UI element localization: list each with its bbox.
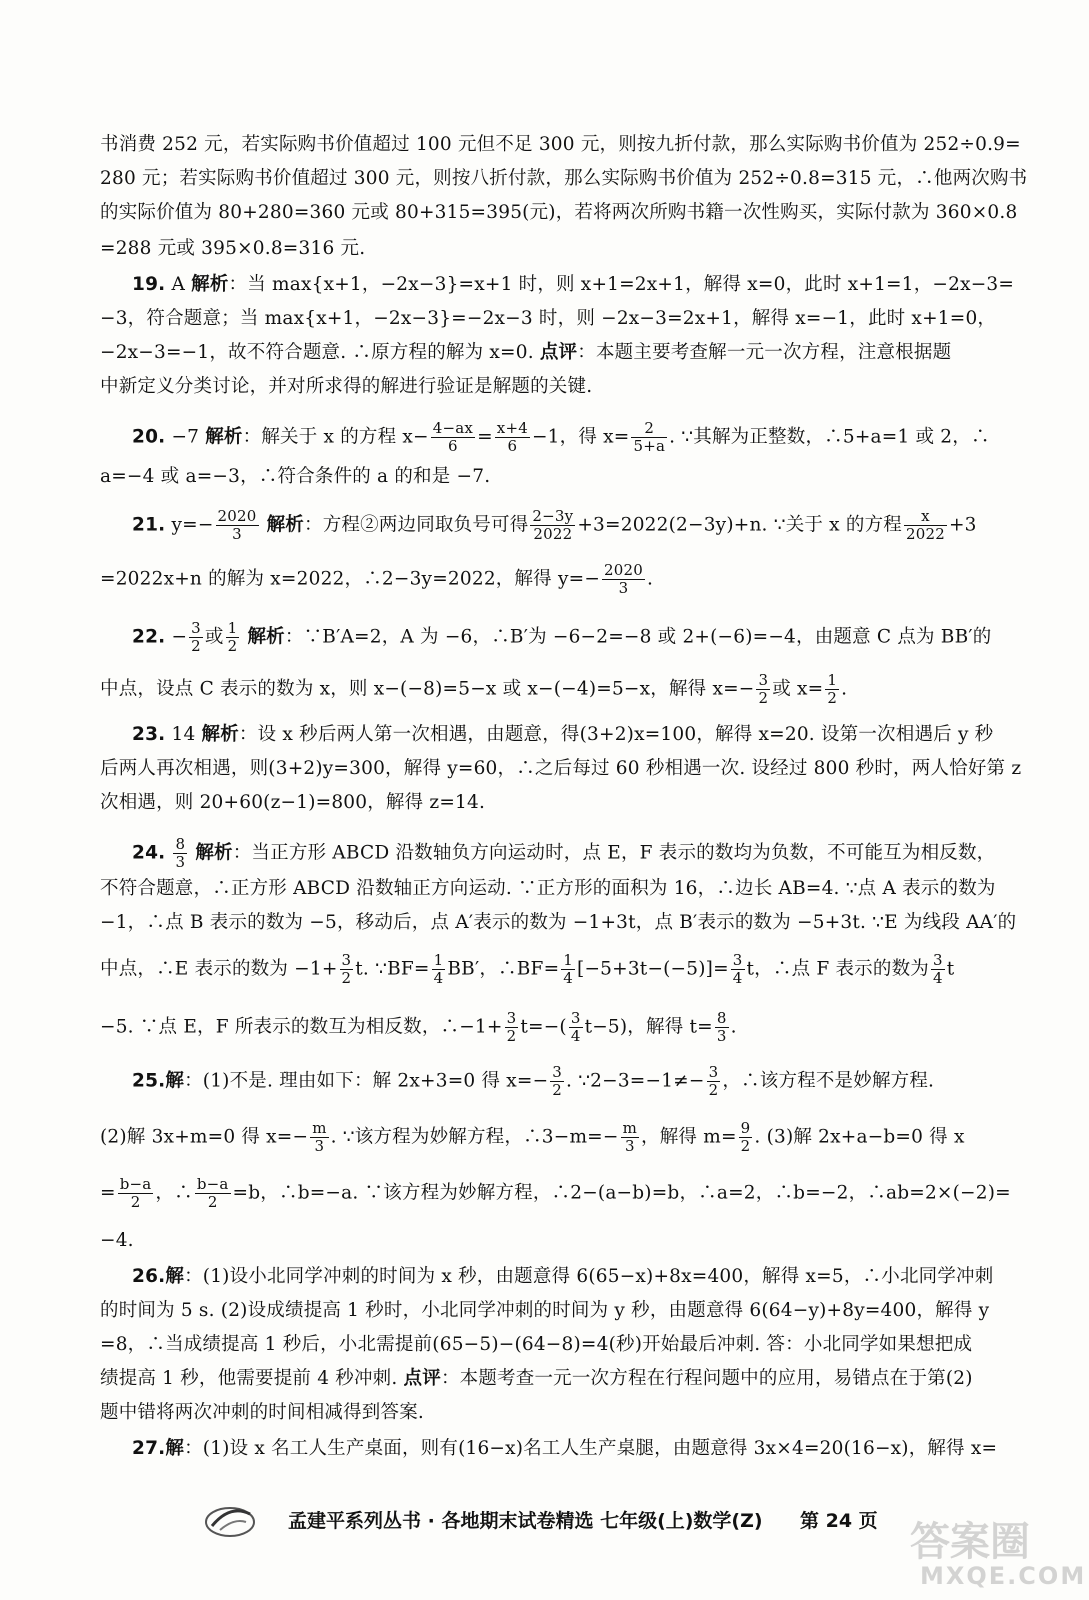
fraction: $\frac{3}{2}$ xyxy=(552,1063,563,1099)
text: ，∴ xyxy=(155,1182,193,1204)
fraction: $\frac{3}{2}$ xyxy=(191,619,201,655)
fraction: $\frac{2020}{3}$ xyxy=(217,507,257,543)
question-number: 21. xyxy=(132,514,166,536)
fraction: $\frac{3}{2}$ xyxy=(341,951,352,987)
text: −2x−3=−1，故不符合题意. ∴原方程的解为 x=0. xyxy=(100,342,540,363)
q26-line5: 题中错将两次冲刺的时间相减得到答案. xyxy=(100,1402,424,1423)
q26-line1 xyxy=(132,1264,992,1290)
q23-line3: 次相遇，则 20+60(z−1)=800，解得 z=14. xyxy=(100,792,486,813)
question-number: 24. xyxy=(132,842,166,864)
fraction: $\frac{b-a}{2}$ xyxy=(119,1175,152,1211)
analysis-label: 解析 xyxy=(195,842,233,864)
watermark-text: 答案圈 xyxy=(910,1519,1030,1565)
text: = xyxy=(100,1182,116,1204)
solution-label: 解 xyxy=(165,1438,185,1459)
fraction: $\frac{3}{2}$ xyxy=(758,671,769,707)
question-number: 23. xyxy=(132,724,166,745)
fraction: $\frac{3}{2}$ xyxy=(506,1009,517,1045)
text: t=−( xyxy=(520,1016,567,1038)
text-line: 的实际价值为 80+280=360 元或 80+315=395(元)，若将两次所购书籍一次性购买，实际付款为 360×0.8 xyxy=(100,202,1018,223)
solution-label: 解 xyxy=(165,1070,185,1092)
text: . ∵其解为正整数，∴5+a=1 或 2，∴ xyxy=(669,426,990,448)
q26-line2: 的时间为 5 s. (2)设成绩提高 1 秒时，小北同学冲刺的时间为 y 秒，由题意得 6(64−y)+8y=400，解得 y xyxy=(100,1300,990,1321)
fraction: $\frac{3}{4}$ xyxy=(732,951,743,987)
text: ，∴该方程不是妙解方程. xyxy=(722,1070,935,1092)
page-footer xyxy=(200,1500,900,1540)
text: 绩提高 1 秒，他需要提前 4 秒冲刺. xyxy=(100,1368,404,1389)
text: 或 x= xyxy=(772,678,824,700)
q24-line5 xyxy=(100,1010,995,1045)
answer: − xyxy=(171,626,188,648)
fraction: $\frac{m}{3}$ xyxy=(312,1119,327,1155)
watermark-url: MXQE.COM xyxy=(920,1562,1087,1590)
question-number: 26. xyxy=(132,1266,166,1287)
question-number: 19. xyxy=(132,274,166,295)
text: 或 xyxy=(204,626,224,648)
text-line: =288 元或 395×0.8=316 元. xyxy=(100,238,366,259)
question-number: 20. xyxy=(132,426,166,448)
text: . xyxy=(647,568,654,590)
fraction: $\frac{3}{4}$ xyxy=(570,1009,581,1045)
text: t. ∵BF= xyxy=(355,958,430,980)
text: BB′，∴BF= xyxy=(447,958,560,980)
q23-line2: 后两人再次相遇，则(3+2)y=300，解得 y=60，∴之后每过 60 秒相遇一次. 设经过 800 秒时，两人恰好第 z xyxy=(100,758,1022,779)
text: ：(1)不是. 理由如下：解 2x+3=0 得 x=− xyxy=(184,1070,549,1092)
comment-label: 点评 xyxy=(403,1368,441,1389)
text: [−5+3t−(−5)]= xyxy=(577,958,729,980)
text: ：方程②两边同取负号可得 xyxy=(304,514,529,536)
q24-line3: −1，∴点 B 表示的数为 −5，移动后，点 A′表示的数为 −1+3t，点 B′表示的数为 −5+3t. ∵E 为线段 AA′的 xyxy=(100,912,1017,933)
analysis-label: 解析 xyxy=(247,626,285,648)
q22-line1 xyxy=(132,620,992,655)
text: −5. ∵点 E，F 所表示的数互为相反数，∴−1+ xyxy=(100,1016,503,1038)
text: . xyxy=(841,678,848,700)
text: =b，∴b=−a. ∵该方程为妙解方程，∴2−(a−b)=b，∴a=2，∴b=−2，∴ab=2×(−2)= xyxy=(232,1182,1011,1204)
text: 中点，∴E 表示的数为 −1+ xyxy=(100,958,338,980)
q19-line1 xyxy=(132,272,1015,298)
fraction: $\frac{1}{4}$ xyxy=(433,951,444,987)
analysis-label: 解析 xyxy=(205,426,243,448)
fraction: $\frac{8}{3}$ xyxy=(716,1009,727,1045)
q21-line1 xyxy=(132,508,992,543)
answer-fraction: $\frac{8}{3}$ xyxy=(175,835,186,871)
text: ，解得 m= xyxy=(641,1126,737,1148)
answer: −7 xyxy=(171,426,200,448)
q22-line2 xyxy=(100,672,995,707)
analysis-label: 解析 xyxy=(266,514,305,536)
q24-line2: 不符合题意，∴正方形 ABCD 沿数轴正方向运动. ∵正方形的面积为 16，∴边长 AB=4. ∵点 A 表示的数为 xyxy=(100,878,996,899)
fraction: $\frac{2020}{3}$ xyxy=(604,561,644,597)
fraction: $\frac{2-3y}{2022}$ xyxy=(532,507,574,543)
answer: 14 xyxy=(171,724,196,745)
text: ：本题主要考查解一元一次方程，注意根据题 xyxy=(577,342,952,363)
fraction: $\frac{3}{2}$ xyxy=(708,1063,719,1099)
text: ：(1)设 x 名工人生产桌面，则有(16−x)名工人生产桌腿，由题意得 3x×4=20(16−x)，解得 x= xyxy=(184,1438,998,1459)
q20-line1 xyxy=(132,420,992,455)
fraction: $\frac{9}{2}$ xyxy=(740,1119,751,1155)
text: ：(1)设小北同学冲刺的时间为 x 秒，由题意得 6(65−x)+8x=400，解得 x=5，∴小北同学冲刺 xyxy=(184,1266,994,1287)
analysis-label: 解析 xyxy=(191,274,229,295)
text: ：本题考查一元一次方程在行程问题中的应用，易错点在于第(2) xyxy=(440,1368,973,1389)
footer-title: 孟建平系列丛书 · 各地期末试卷精选 七年级(上)数学(Z) xyxy=(288,1510,763,1532)
text: . (3)解 2x+a−b=0 得 x xyxy=(754,1126,965,1148)
text: ：解关于 x 的方程 x− xyxy=(242,426,429,448)
text-line: 280 元；若实际购书价值超过 300 元，则按八折付款，那么实际购书价值为 252÷0.8=315 元，∴他两次购书 xyxy=(100,168,1028,189)
fraction: $\frac{3}{4}$ xyxy=(932,951,943,987)
q25-line3 xyxy=(100,1175,1011,1211)
question-number: 25. xyxy=(132,1070,166,1092)
text: ：当 max{x+1，−2x−3}=x+1 时，则 x+1=2x+1，解得 x=0，此时 x+1=1，−2x−3= xyxy=(228,274,1015,295)
text: 中点，设点 C 表示的数为 x，则 x−(−8)=5−x 或 x−(−4)=5−x，解得 x=− xyxy=(100,678,755,700)
q19-line4: 中新定义分类讨论，并对所求得的解进行验证是解题的关键. xyxy=(100,376,593,397)
q24-line1 xyxy=(132,835,996,871)
q19-line2: −3，符合题意；当 max{x+1，−2x−3}=−2x−3 时，则 −2x−3=2x+1，解得 x=−1，此时 x+1=0， xyxy=(100,308,997,329)
q21-line2 xyxy=(100,562,995,597)
analysis-label: 解析 xyxy=(201,724,239,745)
text: −1，得 x= xyxy=(531,426,630,448)
text: ：设 x 秒后两人第一次相遇，由题意，得(3+2)x=100，解得 x=20. 设第一次相遇后 y 秒 xyxy=(238,724,994,745)
fraction: $\frac{2}{5+a}$ xyxy=(633,419,666,455)
fraction: $\frac{m}{3}$ xyxy=(622,1119,638,1155)
fraction: $\frac{1}{4}$ xyxy=(563,951,574,987)
page-number: 第 24 页 xyxy=(800,1510,878,1532)
text: ：∵B′A=2，A 为 −6，∴B′为 −6−2=−8 或 2+(−6)=−4，由题意 C 点为 BB′的 xyxy=(284,626,992,648)
text: t−5)，解得 t= xyxy=(584,1016,713,1038)
book-series-logo-icon xyxy=(200,1500,260,1540)
watermark xyxy=(900,1510,1087,1595)
comment-label: 点评 xyxy=(539,342,578,363)
answer: A xyxy=(171,274,186,295)
q26-line3: =8，∴当成绩提高 1 秒后，小北需提前(65−5)−(64−8)=4(秒)开始最后冲刺. 答：小北同学如果想把成 xyxy=(100,1334,973,1355)
fraction: $\frac{1}{2}$ xyxy=(227,619,238,655)
answer: y=− xyxy=(171,514,214,536)
q26-line4 xyxy=(100,1366,995,1392)
text: . ∵该方程为妙解方程，∴3−m=− xyxy=(330,1126,619,1148)
q23-line1 xyxy=(132,722,992,748)
text-line: 书消费 252 元，若实际购书价值超过 100 元但不足 300 元，则按九折付款，那么实际购书价值为 252÷0.9= xyxy=(100,134,1021,155)
fraction: $\frac{4-ax}{6}$ xyxy=(432,419,474,455)
text: . ∵2−3=−1≠− xyxy=(566,1070,705,1092)
q25-line2 xyxy=(100,1120,995,1155)
text: = xyxy=(477,426,493,448)
text: +3=2022(2−3y)+n. ∵关于 x 的方程 xyxy=(577,514,902,536)
q19-line3 xyxy=(100,340,995,366)
fraction: $\frac{x+4}{6}$ xyxy=(496,419,528,455)
text: =2022x+n 的解为 x=2022，∴2−3y=2022，解得 y=− xyxy=(100,568,601,590)
text: (2)解 3x+m=0 得 x=− xyxy=(100,1126,309,1148)
text: . xyxy=(730,1016,737,1038)
q27-line1 xyxy=(132,1436,998,1462)
text: t，∴点 F 表示的数为 xyxy=(746,958,929,980)
text: ：当正方形 ABCD 沿数轴负方向运动时，点 E，F 表示的数均为负数，不可能互为相反数， xyxy=(232,842,996,864)
q25-line1 xyxy=(132,1064,992,1099)
text: t xyxy=(946,958,955,980)
question-number: 27. xyxy=(132,1438,166,1459)
question-number: 22. xyxy=(132,626,166,648)
text: +3 xyxy=(948,514,977,536)
fraction: $\frac{b-a}{2}$ xyxy=(196,1175,229,1211)
q20-line2: a=−4 或 a=−3，∴符合条件的 a 的和是 −7. xyxy=(100,466,491,487)
fraction: $\frac{x}{2022}$ xyxy=(905,507,945,543)
fraction: $\frac{1}{2}$ xyxy=(827,671,838,707)
solution-label: 解 xyxy=(165,1266,185,1287)
q25-line4: −4. xyxy=(100,1230,134,1251)
q24-line4 xyxy=(100,952,995,987)
